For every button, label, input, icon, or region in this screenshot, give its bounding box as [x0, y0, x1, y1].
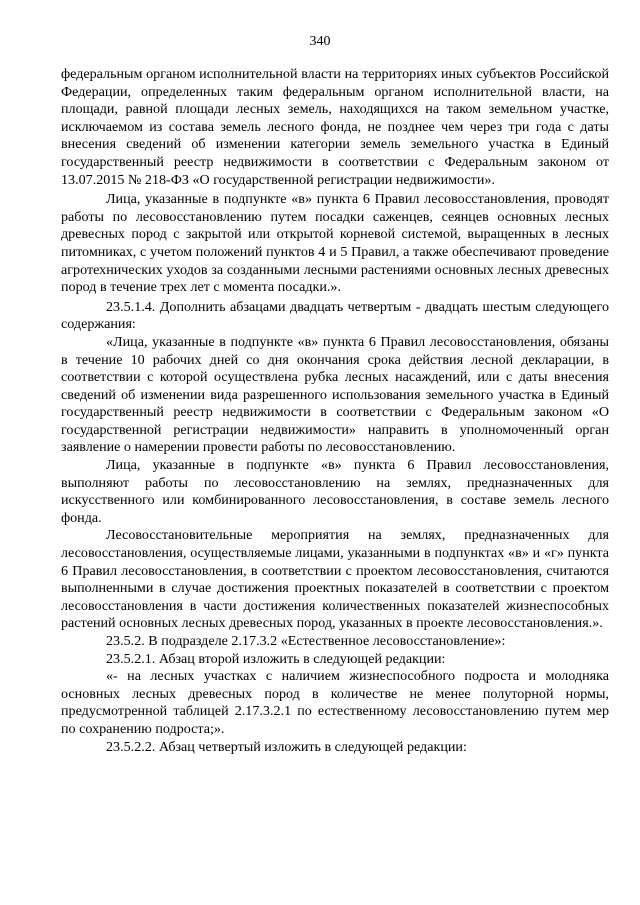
- paragraph: 23.5.1.4. Дополнить абзацами двадцать четвертым - двадцать шестым следующего содержания:: [61, 298, 609, 333]
- paragraph: Лесовосстановительные мероприятия на землях, предназначенных для лесовосстановления, осуществляемые лицами, указанными в подпунктах «в» и «г» пункта 6 Правил лесовосстановления, в соответствии с проектом лесовосстановления, считаются выполненными в случае достижения проектных показателей в соответствии с проектом лесовосстановления в части достижения количественных показателей жизнеспособных растений основных лесных древесных пород, указанных в проекте лесовосстановления.».: [61, 527, 609, 632]
- paragraph: 23.5.2.1. Абзац второй изложить в следующей редакции:: [106, 650, 446, 667]
- paragraph: Лица, указанные в подпункте «в» пункта 6 Правил лесовосстановления, выполняют работы по лесовосстановлению на землях, предназначенных для искусственного или комбинированного лесовосстановления, в составе земель лесного фонда.: [61, 457, 609, 526]
- paragraph: Лица, указанные в подпункте «в» пункта 6 Правил лесовосстановления, проводят работы по лесовосстановлению путем посадки саженцев, сеянцев основных лесных древесных пород с закрытой или открытой корневой системой, выращенных в лесных питомниках, с учетом положений пунктов 4 и 5 Правил, а также обеспечивают проведение агротехнических уходов за созданными лесными растениями основных лесных древесных пород в течение трех лет с момента посадки.».: [61, 191, 609, 296]
- document-body: [61, 66, 609, 756]
- paragraph: «- на лесных участках с наличием жизнеспособного подроста и молодняка основных лесных древесных пород в количестве не менее полуторной нормы, предусмотренной таблицей 2.17.3.2.1 по естественному лесовосстановлению путем мер по сохранению подроста;».: [61, 668, 609, 737]
- paragraph: федеральным органом исполнительной власти на территориях иных субъектов Российской Федерации, определенных таким федеральным органом исполнительной власти, на площади, равной площади лесных земель, находящихся на таком земельном участке, исключаемом из состава земель лесного фонда, не позднее чем через три года с даты внесения сведений об изменении категории земель земельного участка в Единый государственный реестр недвижимости в соответствии с Федеральным законом от 13.07.2015 № 218-ФЗ «О государственной регистрации недвижимости».: [61, 66, 609, 188]
- paragraph: «Лица, указанные в подпункте «в» пункта 6 Правил лесовосстановления, обязаны в течение 10 рабочих дней со дня окончания срока действия лесной декларации, в соответствии с которой осуществлена рубка лесных насаждений, или с даты внесения сведений об изменении вида разрешенного использования земельного участка в Единый государственный реестр недвижимости в соответствии с Федеральным законом «О государственной регистрации недвижимости» направить в уполномоченный орган заявление о намерении провести работы по лесовосстановлению.: [61, 333, 609, 456]
- paragraph: 23.5.2. В подразделе 2.17.3.2 «Естественное лесовосстановление»:: [106, 633, 506, 649]
- page-number: 340: [309, 34, 331, 49]
- paragraph: 23.5.2.2. Абзац четвертый изложить в следующей редакции:: [106, 738, 467, 755]
